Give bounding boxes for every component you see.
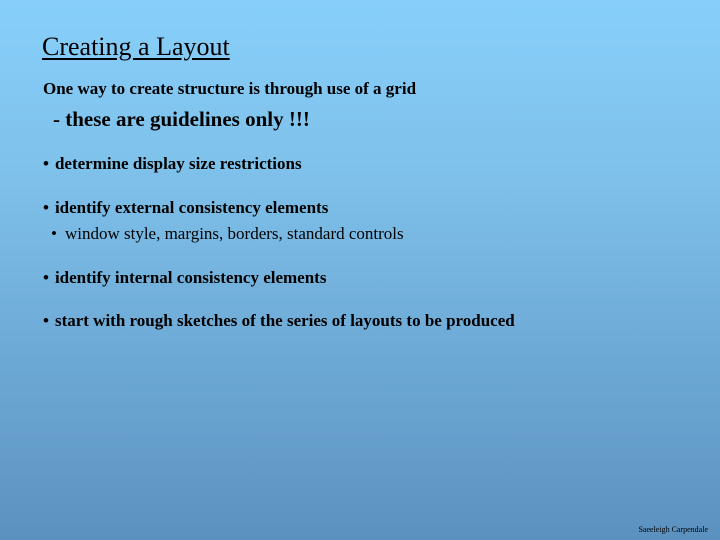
guideline-note: - these are guidelines only !!! — [53, 107, 310, 131]
bullet-icon: • — [43, 198, 49, 217]
bullet-icon: • — [43, 154, 49, 173]
bullet-item — [43, 198, 328, 218]
intro-text: One way to create structure is through use of a grid — [43, 79, 417, 98]
bullet-text: determine display size restrictions — [54, 154, 302, 173]
bullet-icon: • — [43, 268, 49, 287]
bullet-text: identify internal consistency elements — [54, 268, 327, 287]
sub-bullet-icon: • — [51, 224, 57, 243]
slide-title: Creating a Layout — [42, 32, 230, 61]
sub-bullet-text: window style, margins, borders, standard controls — [64, 224, 404, 243]
bullet-item — [43, 154, 302, 174]
bullet-text: identify external consistency elements — [54, 198, 329, 217]
bullet-item — [43, 311, 515, 331]
bullet-item — [43, 268, 326, 288]
bullet-icon: • — [43, 311, 49, 330]
bullet-text: start with rough sketches of the series of layouts to be produced — [54, 311, 515, 330]
footer-credit: Saeeleigh Carpendale — [638, 525, 708, 534]
sub-bullet-item — [51, 224, 404, 244]
